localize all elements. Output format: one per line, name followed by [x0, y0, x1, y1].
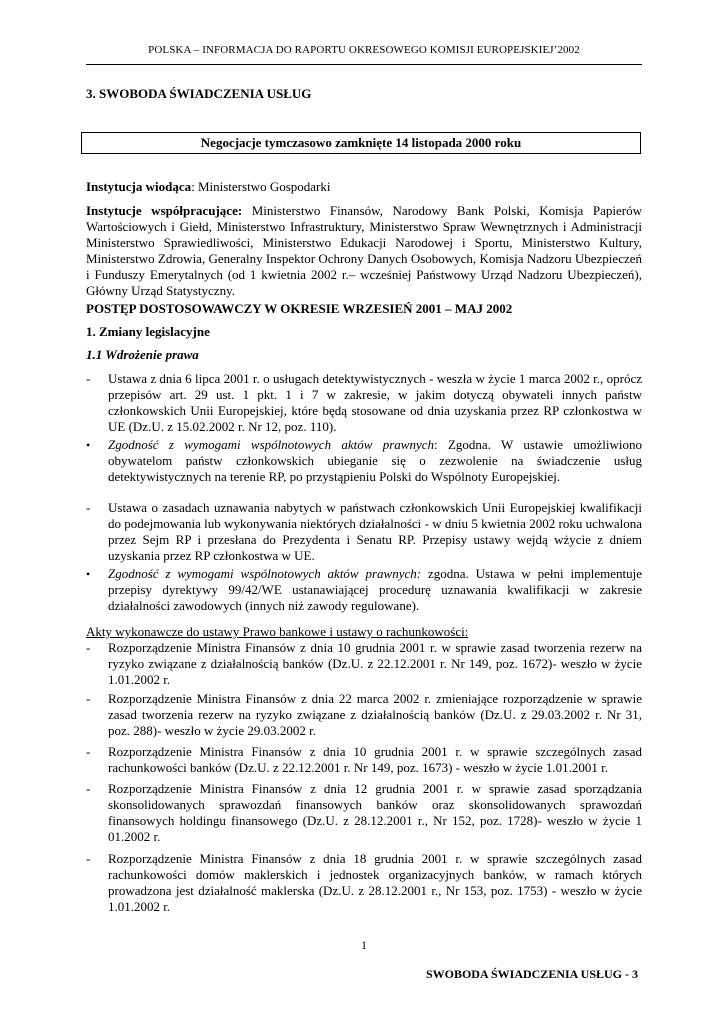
compliance-label: Zgodność z wymogami wspólnotowych aktów prawnych — [108, 437, 435, 452]
sub-heading-implementation: 1.1 Wdrożenie prawa — [86, 347, 199, 362]
list-item-text: Rozporządzenie Ministra Finansów z dnia 10 grudnia 2001 r. w sprawie zasad tworzenia rezerw na ryzyko związane z działalnością banków (Dz.U. z 22.12.2001 r. Nr 149, poz. 1672)- weszło w życie 1.01.2002 r. — [108, 640, 642, 687]
list-item — [86, 691, 642, 739]
list-item — [86, 371, 642, 435]
dash-marker: - — [86, 781, 91, 796]
cooperating-institutions-label: Instytucje współpracujące: — [86, 203, 243, 218]
list-item-text: Rozporządzenie Ministra Finansów z dnia 12 grudnia 2001 r. w sprawie zasad sporządzania skonsolidowanych sprawozdań finansowych banków oraz skonsolidowanych sprawozdań finansowych holdingu finansowego (Dz.U. z 28.12.2001 r., Nr 152, poz. 1728)- weszło w życie 1 01.2002 r. — [108, 781, 642, 844]
list-item — [86, 566, 642, 614]
list-item — [86, 500, 642, 564]
section-page-footer: SWOBODA ŚWIADCZENIA USŁUG - 3 — [425, 967, 638, 981]
compliance-label: Zgodność z wymogami wspólnotowych aktów prawnych: — [108, 566, 422, 581]
list-item-text: Ustawa o zasadach uznawania nabytych w państwach członkowskich Unii Europejskiej kwalifikacji do podejmowania lub wykonywania niektórych działalności - w dniu 5 kwietnia 2002 roku uchwalona przez Sejm RP i przesłana do Prezydenta i Senatu RP. Przepisy ustawy wejdą wżycie z dniem uzyskania przez RP członkostwa w UE. — [108, 500, 642, 563]
dash-marker: - — [86, 691, 91, 706]
list-item — [86, 851, 642, 915]
compliance-text: zgodna. Ustawa w pełni implementuje przepisy dyrektywy 99/42/WE ustanawiającej procedurę uznawania kwalifikacji w zakresie działalności zawodowych (innych niż zawody regulowane). — [108, 566, 642, 613]
section-title: 3. SWOBODA ŚWIADCZENIA USŁUG — [86, 86, 312, 101]
lead-institution-value: : Ministerstwo Gospodarki — [191, 179, 331, 194]
progress-heading: POSTĘP DOSTOSOWAWCZY W OKRESIE WRZESIEŃ 2001 – MAJ 2002 — [86, 301, 513, 316]
bullet-marker: • — [86, 567, 91, 581]
lead-institution — [86, 179, 642, 195]
list-item — [86, 781, 642, 845]
cooperating-institutions-value: Ministerstwo Finansów, Narodowy Bank Polski, Komisja Papierów Wartościowych i Giełd, Ministerstwo Infrastruktury, Ministerstwo Spraw Wewnętrznych i Administracji Ministerstwo Sprawiedliwości, Ministerstwo Edukacji Narodowej i Sportu, Ministerstwo Kultury, Ministerstwo Zdrowia, Generalny Inspektor Ochrony Danych Osobowych, Komisja Nadzoru Ubezpieczeń i Funduszy Emerytalnych (od 1 kwietnia 2002 r.– wcześniej Państwowy Urząd Nadzoru Ubezpieczeń), Główny Urząd Statystyczny. — [86, 203, 642, 298]
list-item — [86, 744, 642, 776]
dash-marker: - — [86, 640, 91, 655]
list-item-text: Ustawa z dnia 6 lipca 2001 r. o usługach detektywistycznych - weszła w życie 1 marca 2002 r., oprócz przepisów art. 29 ust. 1 pkt. 1 i 7 w zakresie, w jakim dotyczą obywateli innych państw członkowskich Unii Europejskiej, które będą stosowane od dnia uzyskania przez RP członkostwa w UE (Dz.U. z 15.02.2002 r. Nr 12, poz. 110). — [108, 371, 642, 434]
dash-marker: - — [86, 851, 91, 866]
dash-marker: - — [86, 500, 91, 515]
list-item-text: Rozporządzenie Ministra Finansów z dnia 10 grudnia 2001 r. w sprawie szczególnych zasad rachunkowości banków (Dz.U. z 22.12.2001 r. Nr 149, poz. 1673) - weszło w życie 1.01.2001 r. — [108, 744, 642, 775]
dash-marker: - — [86, 744, 91, 759]
compliance-text: : Zgodna. W ustawie umożliwiono obywatelom państw członkowskich ubieganie się o zezwolenie na świadczenie usług detektywistycznych na terenie RP, po przystąpieniu Polski do Wspólnoty Europejskiej. — [108, 437, 642, 484]
dash-marker: - — [86, 371, 91, 386]
list-item-text: Rozporządzenie Ministra Finansów z dnia 18 grudnia 2001 r. w sprawie szczególnych zasad rachunkowości domów maklerskich i jednostek organizacyjnych banków, w ramach których prowadzona jest działalność maklerska (Dz.U. z 28.12.2001 r., Nr 153, poz. 1753) - weszło w życie 1.01.2002 r. — [108, 851, 642, 914]
lead-institution-label: Instytucja wiodąca — [86, 179, 192, 194]
sub-heading-legislation: 1. Zmiany legislacyjne — [86, 324, 210, 339]
page-number: 1 — [361, 938, 367, 952]
list-item — [86, 640, 642, 688]
bullet-marker: • — [86, 438, 91, 452]
list-item-text — [108, 566, 642, 614]
list-item-text — [108, 437, 642, 485]
running-header: POLSKA – INFORMACJA DO RAPORTU OKRESOWEGO KOMISJI EUROPEJSKIEJ’2002 — [148, 44, 580, 56]
cooperating-institutions — [86, 203, 642, 299]
acts-heading: Akty wykonawcze do ustawy Prawo bankowe i ustawy o rachunkowości: — [86, 624, 469, 639]
header-rule — [86, 64, 642, 65]
list-item — [86, 437, 642, 485]
list-item-text: Rozporządzenie Ministra Finansów z dnia 22 marca 2002 r. zmieniające rozporządzenie w sprawie zasad tworzenia rezerw na ryzyko związane z działalnością banków (Dz.U. z 29.03.2002 r. Nr 31, poz. 288)- weszło w życie 29.03.2002 r. — [108, 691, 642, 738]
negotiations-box: Negocjacje tymczasowo zamknięte 14 listopada 2000 roku — [81, 132, 641, 154]
